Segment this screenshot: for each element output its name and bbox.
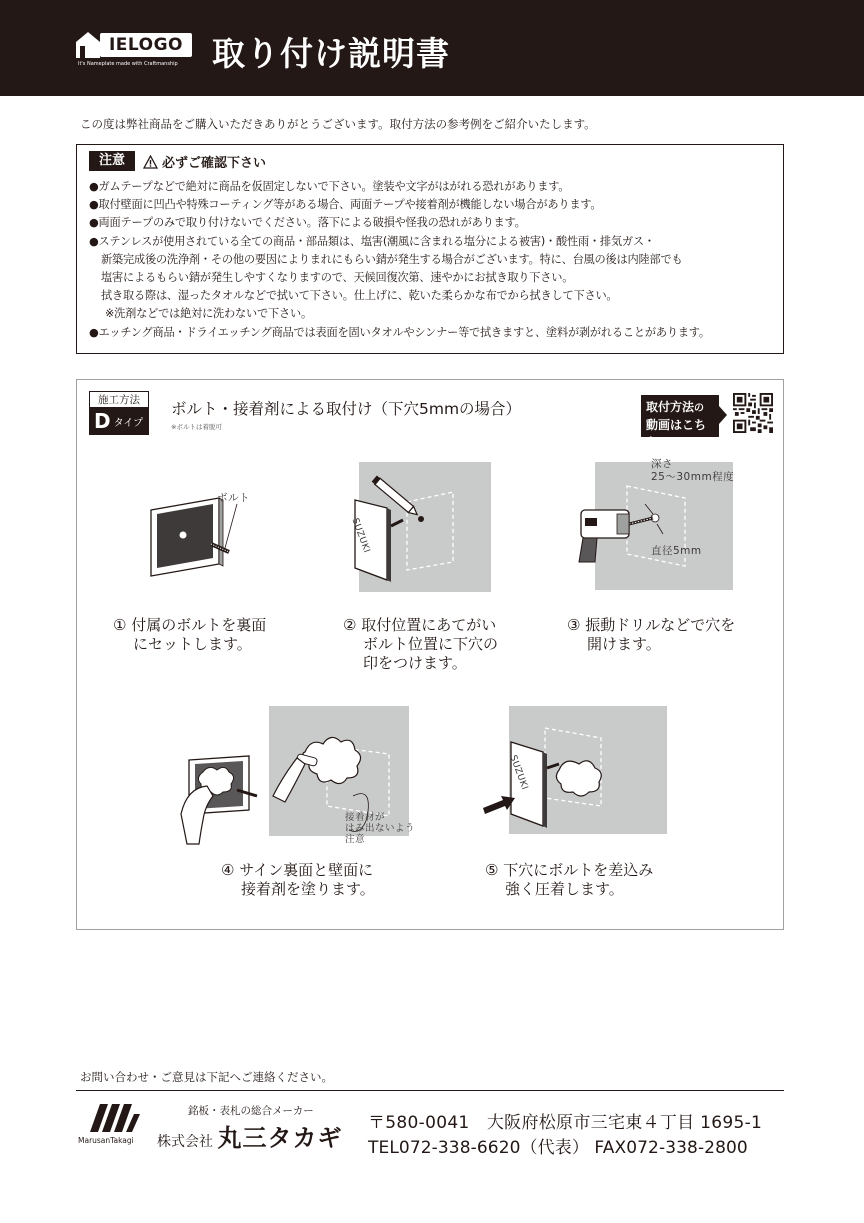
type-badge-value bbox=[90, 408, 148, 435]
maker-subtitle: 銘板・表札の総合メーカー bbox=[188, 1105, 314, 1117]
header-bar bbox=[0, 0, 864, 96]
warning-icon bbox=[143, 155, 158, 169]
caution-list bbox=[89, 178, 779, 342]
house-icon bbox=[76, 32, 100, 58]
step2-line3: 印をつけます。 bbox=[363, 654, 467, 672]
adhesive-line3: 注意 bbox=[345, 834, 366, 845]
video-line2: 動画はこちら! bbox=[646, 418, 707, 449]
step2-line1: ② 取付位置にあてがい bbox=[343, 616, 497, 634]
maker-name-text: 丸三タカギ bbox=[217, 1124, 343, 1152]
step4-caption bbox=[221, 861, 375, 899]
type-letter: D bbox=[94, 409, 111, 433]
step5-illustration bbox=[477, 706, 677, 836]
caution-box bbox=[76, 144, 784, 354]
caution-line: 新築完成後の洗浄剤・その他の要因によりまれにもらい錆が発生する場合がございます。特に、台風の後は内陸部でも bbox=[101, 252, 683, 266]
caution-line: ●ステンレスが使用されている全ての商品・部品類は、塩害(潮風に含まれる塩分による被害)・酸性雨・排気ガス・ bbox=[89, 234, 655, 248]
method-title: ボルト・接着剤による取付け（下穴5mmの場合） bbox=[171, 400, 522, 418]
step3-line2: 開けます。 bbox=[587, 635, 661, 653]
footer-divider bbox=[76, 1090, 784, 1091]
type-badge-label: 施工方法 bbox=[90, 392, 148, 408]
adhesive-note bbox=[345, 812, 415, 845]
intro-text: この度は弊社商品をご購入いただきありがとうございます。取付方法の参考例をご紹介いたします。 bbox=[80, 117, 596, 131]
step2-caption bbox=[343, 616, 498, 673]
caution-line: 塩害によるもらい錆が発生しやすくなりますので、天候回復次第、速やかにお拭き取り下さい。 bbox=[101, 271, 574, 285]
page-title: 取り付け説明書 bbox=[212, 34, 450, 73]
step1-line2: にセットします。 bbox=[133, 635, 252, 653]
step5-line1: ⑤ 下穴にボルトを差込み bbox=[485, 861, 654, 879]
caution-heading-text: 必ずご確認下さい bbox=[162, 156, 267, 171]
sign-text-label-5: SUZUKI bbox=[507, 754, 530, 792]
logo-tagline: It's Nameplate made with Craftmanship bbox=[78, 61, 178, 67]
step4-line2: 接着剤を塗ります。 bbox=[241, 880, 375, 898]
address: 〒580-0041 大阪府松原市三宅東４丁目 1695-1 bbox=[368, 1113, 763, 1133]
type-suffix: タイプ bbox=[113, 418, 144, 429]
method-panel bbox=[76, 379, 784, 930]
caution-line: ●エッチング商品・ドライエッチング商品では表面を固いタオルやシンナー等で拭きますと、塗料が剥がれることがあります。 bbox=[89, 325, 710, 339]
caution-heading bbox=[143, 152, 266, 171]
caution-line: ●取付壁面に凹凸や特殊コーティング等がある場合、両面テープや接着剤が機能しない場合があります。 bbox=[89, 198, 602, 212]
maker-logo-text: MarusanTakagi bbox=[78, 1136, 134, 1145]
step5-line2: 強く圧着します。 bbox=[505, 880, 624, 898]
arrow-right-icon bbox=[719, 406, 727, 424]
maker-name bbox=[157, 1118, 342, 1153]
step5-caption bbox=[485, 861, 653, 899]
brand-logo bbox=[76, 30, 196, 70]
caution-line: ●ガムテープなどで絶対に商品を仮固定しないで下さい。塗装や文字がはがれる恐れがあります。 bbox=[89, 180, 570, 193]
adhesive-line2: はみ出ないよう bbox=[345, 823, 416, 834]
step3-caption bbox=[567, 616, 735, 654]
video-line1: 取付方法 bbox=[646, 400, 695, 414]
step1-caption bbox=[113, 616, 266, 654]
diameter-label: 直径5mm bbox=[651, 545, 702, 557]
caution-line: 拭き取る際は、湿ったタオルなどで拭いて下さい。仕上げに、乾いた柔らかな布でから拭きして下さい。 bbox=[101, 289, 618, 303]
sign-text-label: SUZUKI bbox=[349, 517, 372, 555]
caution-line: ※洗剤などでは絶対に洗わないで下さい。 bbox=[105, 307, 312, 321]
logo-text: IELOGO bbox=[100, 33, 192, 57]
qr-code-icon[interactable] bbox=[733, 393, 773, 433]
maker-prefix: 株式会社 bbox=[157, 1134, 213, 1150]
bolt-label: ボルト bbox=[217, 492, 250, 504]
depth-label bbox=[651, 458, 734, 484]
step1-line1: ① 付属のボルトを裏面 bbox=[113, 616, 267, 634]
step4-line1: ④ サイン裏面と壁面に bbox=[221, 861, 374, 879]
caution-badge: 注意 bbox=[89, 151, 135, 171]
step2-line2: ボルト位置に下穴の bbox=[363, 635, 499, 653]
video-line1-suffix: の bbox=[694, 403, 705, 414]
phone-fax: TEL072-338-6620（代表） FAX072-338-2800 bbox=[368, 1138, 748, 1158]
method-note: ※ボルトは着脱可 bbox=[171, 423, 222, 431]
depth-line1: 深さ bbox=[651, 458, 673, 470]
type-badge bbox=[89, 391, 149, 435]
depth-line2: 25～30mm程度 bbox=[651, 471, 735, 483]
adhesive-line1: 接着材が bbox=[345, 812, 386, 823]
caution-line: ●両面テープのみで取り付けないでください。落下による破損や怪我の恐れがあります。 bbox=[89, 216, 526, 230]
step3-line1: ③ 振動ドリルなどで穴を bbox=[567, 616, 736, 634]
inquiry-text: お問い合わせ・ご意見は下記へご連絡ください。 bbox=[80, 1070, 333, 1084]
video-link-button[interactable] bbox=[641, 395, 719, 449]
